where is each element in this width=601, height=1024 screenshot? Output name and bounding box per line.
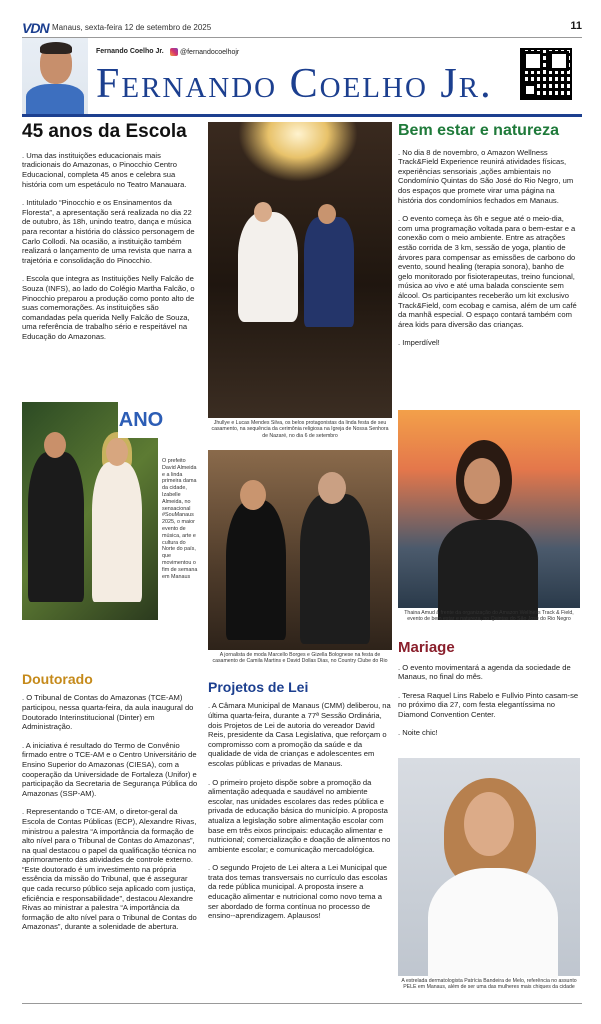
photo-caption: Thaina Amud à frente da organização do Amazon Wellness Track & Field, evento de bem estar e natureza, no Quintas do São José do Rio Negro [404, 610, 574, 623]
photo-thaina-amud [398, 410, 580, 608]
article-title: Mariage [398, 639, 455, 656]
paragraph: . O primeiro projeto dispõe sobre a promoção da alimentação adequada e saudável no ambiente escolar, nas unidades escolares das redes pública e privada de educação básica do município. A proposta atualiza a legislação sobre alimentação escolar com base em três eixos principais: educação alimentar e nutricional; comercialização e doação de alimentos no ambiente escolar; e comunicação mercadológica. [208, 777, 391, 854]
article-body [398, 148, 580, 348]
instagram-icon [170, 48, 178, 56]
photo-journalist-couple [208, 450, 392, 650]
columnist-photo [22, 38, 88, 114]
article-projetos-de-lei [208, 680, 392, 930]
paragraph: . A Câmara Municipal de Manaus (CMM) deliberou, na última quarta-feira, durante a 77ª Sessão Ordinária, dois Projetos de Lei de autoria do vereador David Reis, presidente da Casa Legislativa, que reforçam o compromisso com a promoção da saúde e da qualidade de vida de crianças e adolescentes em escolas públicas e privadas de Manaus. [208, 701, 391, 768]
paragraph: . Noite chic! [398, 728, 438, 738]
paragraph: . Escola que integra as Instituições Nelly Falcão de Souza (INFS), ao lado do Colégio Martha Falcão, o Pinocchio preparou a produção como ponto alto de suas comemorações. As instituições são comandadas pela querida Nelly Falcão de Souza, uma referência de trabalho sério e respeitável na Educação do Amazonas. [22, 274, 195, 341]
photo-mayor-couple [22, 402, 164, 620]
instagram-label: @fernandocoelhojr [180, 48, 240, 56]
article-title: Projetos de Lei [208, 679, 309, 695]
paragraph: . Intitulado “Pinocchio e os Ensinamentos da Floresta”, a apresentação será realizada no dia 22 de outubro, às 18h, unindo teatro, dança e música para recontar a história do clássico personagem de Carlo Collodi. Na ocasião, a instituição também realizará o lançamento de uma revista que narra a trajetória e consolidação do Pinocchio. [22, 198, 195, 265]
photo-caption: O prefeito David Almeida e a linda primeira dama da cidade, Izabelle Almeida, no sensacional #SouManaus 2025, o maior evento de música, arte e cultura do Norte do país, que movimentou o fim de semana em Manaus [162, 458, 198, 580]
paragraph: . Teresa Raquel Lins Rabelo e Fullvio Pinto casam-se no próximo dia 27, com festa elegantíssima no Diamond Convention Center. [398, 690, 579, 719]
article-body [22, 151, 200, 342]
article-title: 45 anos da Escola [22, 121, 187, 142]
paragraph: . O Tribunal de Contas do Amazonas (TCE-AM) participou, nessa quarta-feira, da aula inaugural do Doutorado Interinstitucional (Dinter) em Administração. [22, 693, 194, 732]
event-sign: ANO [118, 402, 164, 438]
paragraph: . O segundo Projeto de Lei altera a Lei Municipal que trata dos temas transversais no currículo das escolas da rede pública municipal. A proposta insere a educação alimentar e nutricional como novo tema a ser abordado de forma contínua no processo de ensino--aprendizagem. Aplausos! [208, 863, 388, 921]
photo-caption: Jhullye e Lucas Mendes Silva, os belos protagonistas da linda festa de seu casamento, na sequência da cerimônia religiosa na Igreja de Nossa Senhora de Nazaré, no dia 6 de setembro [211, 420, 389, 439]
paragraph: . A iniciativa é resultado do Termo de Convênio firmado entre o TCE-AM e o Centro Universitário de Ensino Superior do Amazonas (CIESA), com a cooperação da Universidade de Fortaleza (Unifor) e participação da Secretaria de Segurança Pública do Amazonas (SSP-AM). [22, 740, 198, 798]
article-bem-estar [398, 122, 580, 357]
article-title: Doutorado [22, 671, 93, 687]
page-number: 11 [570, 20, 582, 32]
article-mariage [398, 640, 580, 747]
paragraph: . Representando o TCE-AM, o diretor-geral da Escola de Contas Públicas (ECP), Alexandre Rivas, ministrou a palestra “A importância da formação de alto nível para o Tribunal de Contas do Amazonas”, na qual destacou o papel da qualificação técnica no aprimoramento das atividades de controle externo. “Este doutorado é um investimento na própria essência da missão do Tribunal, que é assegurar que cada recurso público seja aplicado com justiça, eficiência e responsabilidade”, destacou Alexandre Rivas ao ministrar a palestra “A importância da formação de alto nível para o Tribunal de Contas do Amazonas”, durante a solenidade de abertura. [22, 807, 197, 932]
top-bar [22, 20, 582, 36]
dateline: Manaus, sexta-feira 12 de setembro de 2025 [52, 23, 212, 32]
author-name-small: Fernando Coelho Jr. [96, 48, 164, 55]
top-divider [22, 37, 582, 38]
paragraph: . No dia 8 de novembro, o Amazon Wellness Track&Field Experience reunirá atividades físicas, experiências sensoriais ,ações ambientais no Condomínio Quintas do São José do Rio Negro, um dos espaços que promete virar uma página na história dos condomínios fechados em Manaus. [398, 147, 574, 205]
article-doutorado [22, 672, 200, 941]
paragraph: . Imperdível! [398, 338, 440, 348]
masthead-divider [22, 114, 582, 117]
article-body [398, 663, 580, 739]
column-masthead: Fernando Coelho Jr. [96, 61, 493, 107]
photo-wedding-couple [208, 122, 392, 418]
paragraph: . O evento começa às 6h e segue até o meio-dia, com uma programação voltada para o bem-estar e a conexão com o meio ambiente. Entre as atrações estão corrida de 3 km, sessão de yoga, plantio de árvores para compensar as emissões de carbono do evento, sound healing (terapia sonora), banho de gelo monitorado por fisioterapeutas, treino funcional, música ao vivo e até uma balada consciente sem álcool. Os participantes receberão um kit exclusivo Track&Field, com ecobag e camisa, além de um café da manhã especial. O espaço contará também com área kids para diversão das crianças. [398, 214, 577, 329]
photo-caption: A jornalista de moda Marcello Borges e Gizella Bolognese na festa de casamento de Camila Martins e David Dollas Dias, no Country Clube do Rio [212, 652, 388, 665]
article-body [208, 701, 392, 920]
paragraph: . Uma das instituições educacionais mais tradicionais do Amazonas, o Pinocchio Centro Educacional, completa 45 anos e celebra sua história com um espetáculo no Teatro Manauara. [22, 150, 187, 189]
newspaper-logo: VDN [22, 20, 49, 36]
photo-caption: A estrelada dermatologista Patrícia Bandeira de Melo, referência no assunto PELE em Manaus, além de ser uma das mulheres mais chiques da cidade [401, 978, 577, 991]
article-45-anos [22, 122, 200, 351]
bottom-divider [22, 1003, 582, 1004]
instagram-handle [170, 48, 239, 56]
article-title: Bem estar e natureza [398, 122, 559, 139]
qr-code[interactable] [520, 48, 572, 100]
photo-dermatologist [398, 758, 580, 976]
article-body [22, 693, 200, 932]
paragraph: . O evento movimentará a agenda da sociedade de Manaus, no final do mês. [398, 662, 571, 682]
